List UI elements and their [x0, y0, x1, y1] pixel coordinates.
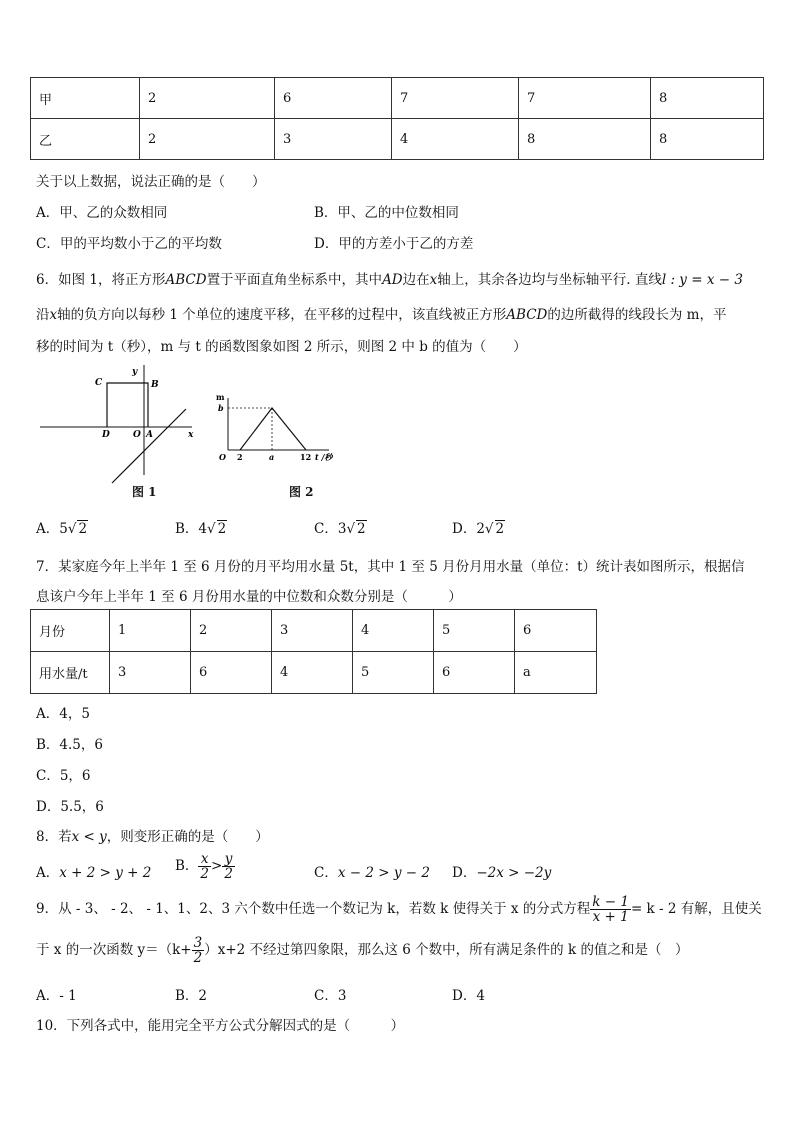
table-cell: 3: [275, 119, 392, 160]
q7-option-d: D．5.5，6: [36, 799, 104, 815]
radicand: 2: [78, 521, 88, 537]
label-x: x: [188, 430, 194, 440]
q9-text: 9．从 - 3、 - 2、 - 1、1、2、3 六个数中任选一个数记为 k，若数 k 使得关于 x 的分式方程: [36, 901, 591, 918]
table-cell: 8: [651, 78, 764, 119]
table-cell: 4: [392, 119, 519, 160]
table-cell: 8: [651, 119, 764, 160]
q9-option-c: C．3: [314, 988, 347, 1004]
q7-option-a: A．4，5: [36, 706, 90, 722]
label-12: 12: [300, 452, 312, 462]
label-o: O: [219, 452, 226, 462]
q6-square-name: ABCD: [506, 307, 548, 323]
numerator: x: [198, 852, 211, 867]
q6-text: 边在: [402, 272, 430, 288]
fraction: [198, 852, 211, 881]
label-d: D: [102, 430, 110, 440]
label-a: A: [146, 430, 153, 440]
numerator: 3: [193, 935, 203, 951]
sqrt-icon: √: [346, 521, 356, 537]
q8-option-c: [314, 861, 430, 881]
table-cell: 月份: [31, 610, 110, 652]
table-cell: 5: [353, 652, 434, 694]
denominator: x + 1: [592, 909, 629, 926]
label-o: O: [133, 430, 141, 440]
q8-condition: x < y: [71, 829, 107, 845]
label-2: 2: [237, 452, 243, 462]
q6-text: 的边所截得的线段长为 m，平: [547, 307, 727, 323]
radicand: 2: [217, 521, 227, 537]
sqrt-icon: √: [67, 521, 77, 537]
option-expression: −2x > −2y: [476, 865, 552, 881]
figure-1: [40, 365, 205, 500]
table-cell: 2: [140, 78, 275, 119]
table-cell: 2: [191, 610, 272, 652]
data-table-jia-yi: [30, 77, 764, 160]
table-cell: 4: [353, 610, 434, 652]
table-cell: 3: [272, 610, 353, 652]
table-cell: 8: [519, 119, 651, 160]
table-cell: 6: [434, 652, 515, 694]
figure-2-caption: 图 2: [289, 485, 314, 499]
option-coefficient: 2: [476, 521, 485, 537]
table-cell: 2: [140, 119, 275, 160]
q10-stem: 10．下列各式中，能用完全平方公式分解因式的是（ ）: [36, 1018, 405, 1034]
table-cell: a: [515, 652, 597, 694]
option-label: D．: [452, 865, 477, 881]
m-t-graph: [240, 408, 306, 450]
q5-option-a: A．甲、乙的众数相同: [36, 205, 168, 221]
label-m: m: [216, 392, 225, 402]
option-label: B．: [175, 858, 199, 875]
radicand: 2: [357, 521, 366, 537]
q6-option-c: [314, 517, 367, 537]
sqrt-icon: √: [484, 521, 494, 537]
radicand: 2: [495, 521, 505, 537]
table-cell: 7: [392, 78, 519, 119]
table-cell: 甲: [31, 78, 140, 119]
denominator: 2: [200, 866, 210, 883]
label-y: y: [132, 367, 138, 377]
q6-side-name: AD: [382, 272, 403, 288]
table-row: [31, 119, 764, 160]
q6-x-var: x: [429, 272, 438, 288]
option-expression: x + 2 > y + 2: [59, 865, 152, 881]
denominator: 2: [224, 866, 233, 883]
table-cell: 3: [110, 652, 191, 694]
fraction: [222, 852, 235, 881]
q6-x-var: x: [49, 307, 58, 323]
label-a-value: a: [269, 452, 275, 462]
line-l: [112, 409, 186, 483]
q6-text: 轴的负方向以每秒 1 个单位的速度平移，在平移的过程中，该直线被正方形: [57, 307, 507, 323]
q6-line-3: 移的时间为 t（秒），m 与 t 的函数图象如图 2 所示，则图 2 中 b 的值为（ ）: [36, 339, 527, 355]
table-cell: 1: [110, 610, 191, 652]
option-expression: x − 2 > y − 2: [337, 865, 430, 881]
q7-line-1: 7．某家庭今年上半年 1 至 6 月份的月平均用水量 5t，其中 1 至 5 月份月用水量（单位：t）统计表如图所示，根据信: [36, 559, 745, 575]
figure-2: [214, 388, 349, 470]
table-cell: 用水量/t: [31, 652, 110, 694]
q6-line-equation: l : y = x − 3: [661, 272, 743, 288]
option-label: D．: [452, 521, 477, 537]
table-cell: 5: [434, 610, 515, 652]
q9-line-1: [36, 895, 762, 924]
q8-option-b: [175, 852, 235, 881]
q9-text: = k - 2 有解，且使关: [630, 901, 762, 918]
table-cell: 6: [275, 78, 392, 119]
option-label: A．: [36, 865, 60, 881]
q6-text: 轴上，其余各边均与坐标轴平行. 直线: [437, 272, 662, 288]
label-b: B: [151, 380, 159, 390]
table-cell: 7: [519, 78, 651, 119]
option-label: C．: [314, 865, 338, 881]
q8-stem: [36, 825, 269, 845]
q5-option-d: D．甲的方差小于乙的方差: [314, 236, 474, 252]
numerator: k − 1: [592, 894, 629, 910]
q9-text: ）x+2 不经过第四象限，那么这 6 个数中，所有满足条件的 k 的值之和是（ ）: [204, 942, 689, 959]
operator: >: [211, 858, 223, 875]
q6-option-d: [452, 517, 505, 537]
water-usage-table: [30, 609, 597, 694]
q7-line-2: 息该户今年上半年 1 至 6 月份用水量的中位数和众数分别是（ ）: [36, 589, 462, 605]
option-coefficient: 5: [59, 521, 68, 537]
option-label: C．: [314, 521, 338, 537]
q8-option-d: [452, 861, 551, 881]
label-t: t /秒: [315, 452, 333, 462]
q6-line-2: [36, 303, 726, 323]
q6-text: 6．如图 1，将正方形: [36, 272, 166, 288]
q6-text: 置于平面直角坐标系中，其中: [206, 272, 383, 288]
option-coefficient: 3: [337, 521, 347, 537]
table-row: [31, 610, 597, 652]
q6-line-1: [36, 268, 743, 288]
option-label: A．: [36, 521, 60, 537]
q6-option-b: [175, 517, 227, 537]
figure-1-caption: 图 1: [132, 485, 157, 499]
table-cell: 4: [272, 652, 353, 694]
q5-option-b: B．甲、乙的中位数相同: [314, 205, 459, 221]
option-coefficient: 4: [198, 521, 208, 537]
q8-text: ，则变形正确的是（ ）: [106, 829, 269, 845]
q7-option-c: C．5，6: [36, 768, 91, 784]
table-cell: 6: [515, 610, 597, 652]
option-label: B．: [175, 521, 199, 537]
label-c: C: [95, 378, 103, 388]
q6-option-a: [36, 517, 88, 537]
table-row: [31, 78, 764, 119]
q9-text: 于 x 的一次函数 y＝（k+: [36, 942, 192, 959]
table-row: [31, 652, 597, 694]
square-abcd: [107, 383, 148, 427]
table-cell: 乙: [31, 119, 140, 160]
q8-option-a: [36, 861, 151, 881]
q6-square-name: ABCD: [165, 272, 207, 288]
label-b-value: b: [218, 403, 224, 413]
q5-stem: 关于以上数据，说法正确的是（ ）: [36, 174, 266, 190]
table-cell: 6: [191, 652, 272, 694]
denominator: 2: [193, 950, 203, 967]
fraction: [192, 936, 205, 965]
numerator: y: [222, 852, 235, 867]
fraction: [590, 895, 631, 924]
sqrt-icon: √: [207, 521, 216, 537]
q5-option-c: C．甲的平均数小于乙的平均数: [36, 236, 222, 252]
q9-option-b: B．2: [175, 988, 208, 1004]
q9-line-2: [36, 936, 688, 965]
q6-text: 沿: [36, 307, 50, 323]
q9-option-d: D．4: [452, 988, 485, 1004]
q8-text: 8．若: [36, 829, 72, 845]
q9-option-a: A．- 1: [36, 988, 77, 1004]
q7-option-b: B．4.5，6: [36, 737, 103, 753]
